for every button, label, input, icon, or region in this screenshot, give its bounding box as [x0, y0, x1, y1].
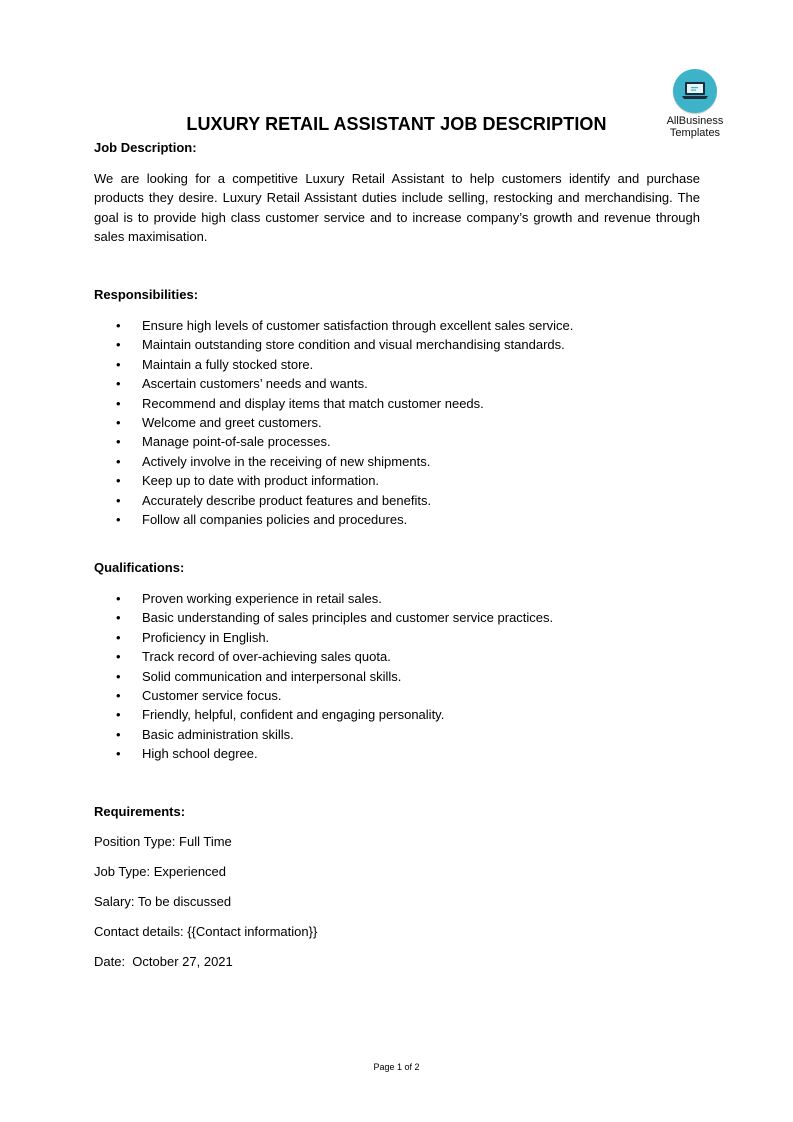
- list-item: • Basic understanding of sales principles and customer service practices.: [94, 608, 553, 627]
- list-item: • Welcome and greet customers.: [94, 413, 573, 432]
- list-item: • Proficiency in English.: [94, 628, 553, 647]
- list-item: • Keep up to date with product information.: [94, 471, 573, 490]
- list-item: • Manage point-of-sale processes.: [94, 432, 573, 451]
- responsibilities-heading: Responsibilities:: [94, 287, 199, 302]
- list-item: • Proven working experience in retail sales.: [94, 589, 553, 608]
- logo-text-line2: Templates: [669, 127, 721, 139]
- list-item: • Follow all companies policies and procedures.: [94, 510, 573, 529]
- contact-details: Contact details: {{Contact information}}: [94, 924, 318, 939]
- list-item: • Maintain a fully stocked store.: [94, 355, 573, 374]
- list-item: • Customer service focus.: [94, 686, 553, 705]
- laptop-icon: [673, 69, 717, 113]
- salary: Salary: To be discussed: [94, 894, 232, 909]
- page-title: LUXURY RETAIL ASSISTANT JOB DESCRIPTION: [186, 114, 607, 134]
- list-item: • Ascertain customers’ needs and wants.: [94, 374, 573, 393]
- job-description-text: We are looking for a competitive Luxury Retail Assistant to help customers identify and purchase products they desire. Luxury Retail Assistant duties include selling, restocking and merchandising. The goal is to provide high class customer service and to increase company’s growth and revenue through sales maximisation.: [94, 171, 700, 244]
- qualifications-list: [94, 589, 553, 764]
- job-type: Job Type: Experienced: [94, 864, 227, 879]
- list-item: • Basic administration skills.: [94, 725, 553, 744]
- requirements-heading: Requirements:: [94, 804, 186, 819]
- list-item: • Accurately describe product features and benefits.: [94, 491, 573, 510]
- qualifications-heading: Qualifications:: [94, 560, 185, 575]
- job-description-heading: Job Description:: [94, 140, 197, 155]
- date: Date: October 27, 2021: [94, 954, 233, 969]
- list-item: • Solid communication and interpersonal skills.: [94, 667, 553, 686]
- list-item: • High school degree.: [94, 744, 553, 763]
- list-item: • Recommend and display items that match customer needs.: [94, 394, 573, 413]
- list-item: • Ensure high levels of customer satisfaction through excellent sales service.: [94, 316, 573, 335]
- responsibilities-list: [94, 316, 573, 529]
- list-item: • Friendly, helpful, confident and engaging personality.: [94, 705, 553, 724]
- list-item: • Maintain outstanding store condition and visual merchandising standards.: [94, 335, 573, 354]
- list-item: • Actively involve in the receiving of new shipments.: [94, 452, 573, 471]
- logo-text-line1: AllBusiness: [666, 115, 724, 127]
- list-item: • Track record of over-achieving sales quota.: [94, 647, 553, 666]
- page-number: Page 1 of 2: [373, 1062, 420, 1072]
- position-type: Position Type: Full Time: [94, 834, 232, 849]
